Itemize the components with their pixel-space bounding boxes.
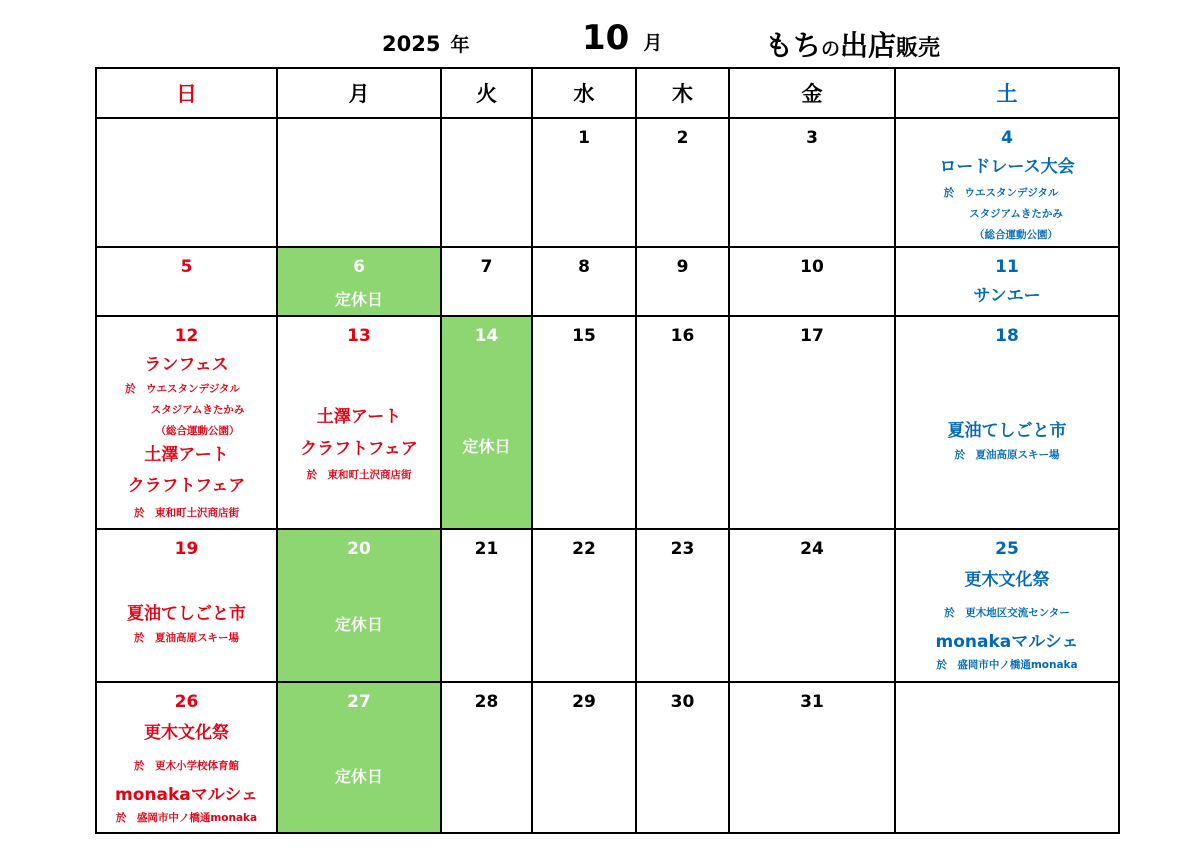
event-venue: スタジアムきたかみ [969, 208, 1063, 220]
day-cell [96, 529, 277, 682]
day-number: 29 [572, 692, 596, 712]
day-cell [532, 247, 636, 316]
day-cell [895, 118, 1119, 247]
year-value: 2025 [382, 32, 441, 56]
closed-label: 定休日 [462, 437, 511, 456]
month-unit: 月 [643, 32, 663, 54]
event-venue: 於 ウエスタンデジタル [125, 383, 240, 395]
day-number: 19 [174, 539, 199, 559]
event-venue: 於 東和町土沢商店街 [306, 469, 412, 481]
title-sale: 販売 [896, 36, 941, 61]
empty-cell [441, 118, 532, 247]
day-number: 4 [1001, 128, 1013, 148]
event-name: クラフトフェア [127, 476, 246, 496]
event-venue: 於 更木小学校体育館 [134, 760, 239, 772]
event-name: 更木文化祭 [964, 570, 1050, 590]
event-name: 夏油てしごと市 [947, 421, 1067, 441]
event-name: monakaマルシェ [115, 785, 258, 805]
day-cell [636, 316, 729, 529]
event-name: ランフェス [144, 355, 229, 375]
day-cell [277, 316, 441, 529]
day-number: 15 [572, 326, 596, 346]
event-name: 更木文化祭 [144, 723, 229, 743]
event-venue: 於 夏油高原スキー場 [134, 632, 239, 644]
day-number: 11 [995, 257, 1019, 277]
title-particle: の [821, 38, 841, 60]
event-venue: 於 東和町土沢商店街 [134, 507, 239, 519]
day-cell [729, 247, 895, 316]
day-cell [96, 316, 277, 529]
day-number: 6 [353, 257, 365, 277]
week-row [96, 316, 1119, 529]
event-venue: 於 ウエスタンデジタル [943, 187, 1059, 199]
day-number: 8 [578, 257, 590, 277]
day-number: 23 [670, 539, 695, 559]
event-name: 土澤アート [144, 445, 229, 465]
event-name: monakaマルシェ [935, 632, 1079, 652]
empty-cell [96, 118, 277, 247]
day-cell [532, 118, 636, 247]
day-cell [532, 682, 636, 833]
week-row [96, 247, 1119, 316]
week-row [96, 682, 1119, 833]
month-value: 10 [582, 18, 630, 58]
day-cell [895, 316, 1119, 529]
event-venue: 於 更木地区交流センター [944, 607, 1070, 619]
day-number: 20 [347, 539, 371, 559]
week-row [96, 529, 1119, 682]
day-cell [441, 247, 532, 316]
day-cell [729, 529, 895, 682]
empty-cell [277, 118, 441, 247]
day-number: 3 [806, 128, 818, 148]
day-number: 28 [474, 692, 499, 712]
day-cell [441, 682, 532, 833]
calendar-year [382, 30, 469, 57]
empty-cell [895, 682, 1119, 833]
day-cell-closed [277, 247, 441, 316]
title-shop: 出店 [840, 29, 897, 62]
day-number: 24 [800, 539, 824, 559]
day-number: 25 [995, 539, 1019, 559]
event-venue: 於 盛岡市中ノ橋通monaka [936, 659, 1078, 671]
weekday-tuesday: 火 [441, 68, 532, 118]
day-cell [636, 682, 729, 833]
calendar-grid [95, 67, 1120, 834]
day-cell [636, 529, 729, 682]
event-venue: 於 盛岡市中ノ橋通monaka [115, 812, 258, 824]
day-cell [532, 316, 636, 529]
day-cell [729, 682, 895, 833]
day-number: 10 [800, 257, 824, 277]
day-number: 22 [572, 539, 596, 559]
week-row [96, 118, 1119, 247]
day-number: 21 [474, 539, 499, 559]
day-cell [532, 529, 636, 682]
closed-label: 定休日 [334, 290, 383, 309]
day-number: 1 [578, 128, 590, 148]
day-number: 14 [474, 326, 499, 346]
calendar-month [582, 18, 662, 58]
day-number: 5 [180, 257, 193, 277]
day-number: 18 [995, 326, 1019, 346]
weekday-friday: 金 [729, 68, 895, 118]
title-main: もち [765, 29, 822, 62]
weekday-saturday: 土 [895, 68, 1119, 118]
day-cell-closed [277, 682, 441, 833]
day-cell [96, 682, 277, 833]
day-cell [729, 316, 895, 529]
event-name: 夏油てしごと市 [127, 604, 246, 624]
event-venue: スタジアムきたかみ [150, 404, 245, 416]
day-cell [441, 529, 532, 682]
day-cell [636, 247, 729, 316]
day-cell [729, 118, 895, 247]
weekday-sunday: 日 [96, 68, 277, 118]
day-cell [895, 247, 1119, 316]
event-venue: （総合運動公園） [974, 229, 1058, 241]
day-number: 27 [347, 692, 371, 712]
calendar-title [765, 24, 940, 64]
event-name: クラフトフェア [300, 439, 418, 459]
closed-label: 定休日 [334, 767, 383, 786]
day-number: 13 [347, 326, 371, 346]
day-number: 9 [676, 257, 689, 277]
day-number: 2 [676, 128, 689, 148]
day-number: 26 [174, 692, 199, 712]
day-cell [96, 247, 277, 316]
weekday-header-row [96, 68, 1119, 118]
event-venue: 於 夏油高原スキー場 [954, 449, 1060, 461]
day-cell [895, 529, 1119, 682]
closed-label: 定休日 [334, 615, 383, 634]
year-unit: 年 [450, 34, 470, 56]
day-number: 17 [800, 326, 824, 346]
day-cell-closed [441, 316, 532, 529]
day-cell [636, 118, 729, 247]
day-number: 30 [670, 692, 695, 712]
day-number: 31 [800, 692, 824, 712]
day-number: 16 [670, 326, 695, 346]
day-number: 12 [174, 326, 199, 346]
event-name: サンエー [973, 286, 1041, 306]
event-name: ロードレース大会 [939, 157, 1075, 177]
weekday-thursday: 木 [636, 68, 729, 118]
day-number: 7 [480, 257, 493, 277]
weekday-monday: 月 [277, 68, 441, 118]
weekday-wednesday: 水 [532, 68, 636, 118]
event-name: 土澤アート [316, 407, 402, 427]
event-venue: （総合運動公園） [155, 425, 240, 437]
day-cell-closed [277, 529, 441, 682]
